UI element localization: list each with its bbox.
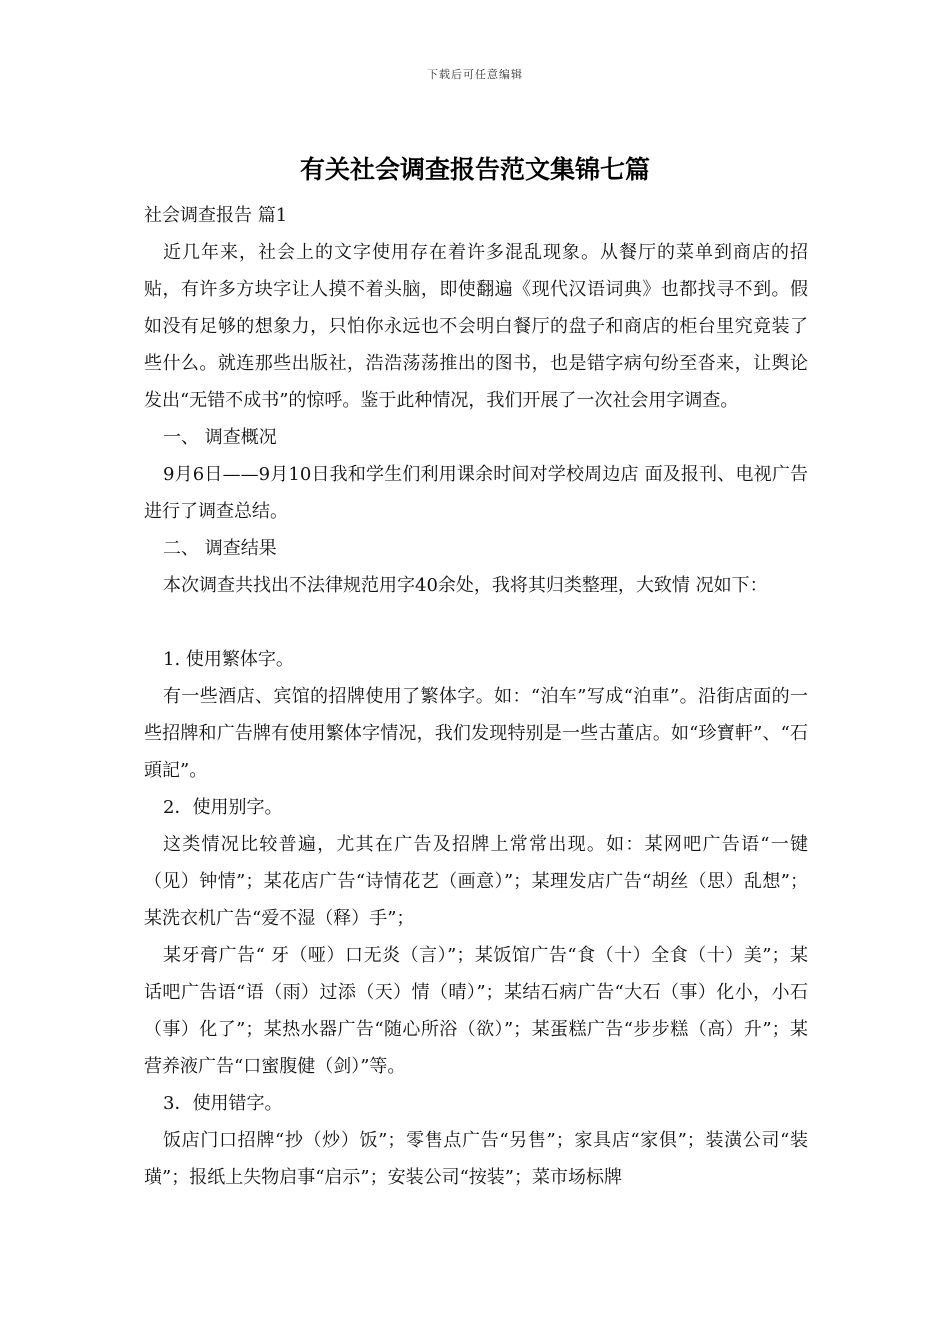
homophone-paragraph-a: 这类情况比较普遍，尤其在广告及招牌上常常出现。如：某网吧广告语“一键（见）钟情”；某花店广告“诗情花艺（画意）”；某理发店广告“胡丝（思）乱想”；某洗衣机广告“爱不湿（释）手”；	[144, 834, 808, 929]
item-heading-homophone: 2．使用别字。	[163, 797, 283, 818]
header-note: 下载后可任意编辑	[427, 68, 523, 81]
document-body	[144, 197, 808, 1196]
results-paragraph: 本次调查共找出不法律规范用字40余处，我将其归类整理，大致情 况如下：	[163, 575, 768, 596]
section-heading-overview: 一、 调查概况	[163, 427, 277, 448]
overview-paragraph: 9月6日——9月10日我和学生们利用课余时间对学校周边店 面及报刊、电视广告进行了调查总结。	[144, 464, 808, 522]
document-title: 有关社会调查报告范文集锦七篇	[299, 155, 650, 184]
section-heading-results: 二、 调查结果	[163, 538, 277, 559]
intro-paragraph: 近几年来，社会上的文字使用存在着许多混乱现象。从餐厅的菜单到商店的招贴，有许多方块字让人摸不着头脑，即使翻遍《现代汉语词典》也都找寻不到。假如没有足够的想象力，只怕你永远也不会明白餐厅的盘子和商店的柜台里究竟装了些什么。就连那些出版社，浩浩荡荡推出的图书，也是错字病句纷至沓来，让舆论发出“无错不成书”的惊呼。鉴于此种情况，我们开展了一次社会用字调查。	[144, 242, 808, 411]
item-heading-wrong-char: 3．使用错字。	[163, 1093, 283, 1114]
traditional-paragraph: 有一些酒店、宾馆的招牌使用了繁体字。如：“泊车”写成“泊車”。沿街店面的一些招牌和广告牌有使用繁体字情况，我们发现特别是一些古董店。如“珍寶軒”、“石頭記”。	[144, 686, 808, 781]
item-heading-traditional: 1. 使用繁体字。	[163, 649, 294, 670]
section-subtitle: 社会调查报告 篇1	[144, 205, 288, 226]
homophone-paragraph-b: 某牙膏广告“ 牙（哑）口无炎（言）”；某饭馆广告“食（十）全食（十）美”；某话吧广告语“语（雨）过添（天）情（晴）”；某结石病广告“大石（事）化小，小石（事）化了”；某热水器广告“随心所浴（欲）”；某蛋糕广告“步步糕（高）升”；某营养液广告“口蜜腹健（剑）”等。	[144, 945, 808, 1077]
wrong-char-paragraph: 饭店门口招牌“抄（炒）饭”；零售点广告“另售”；家具店“家俱”；装潢公司“装璜”；报纸上失物启事“启示”；安装公司“按装”；菜市场标牌	[144, 1130, 808, 1188]
blank-line	[144, 604, 808, 641]
